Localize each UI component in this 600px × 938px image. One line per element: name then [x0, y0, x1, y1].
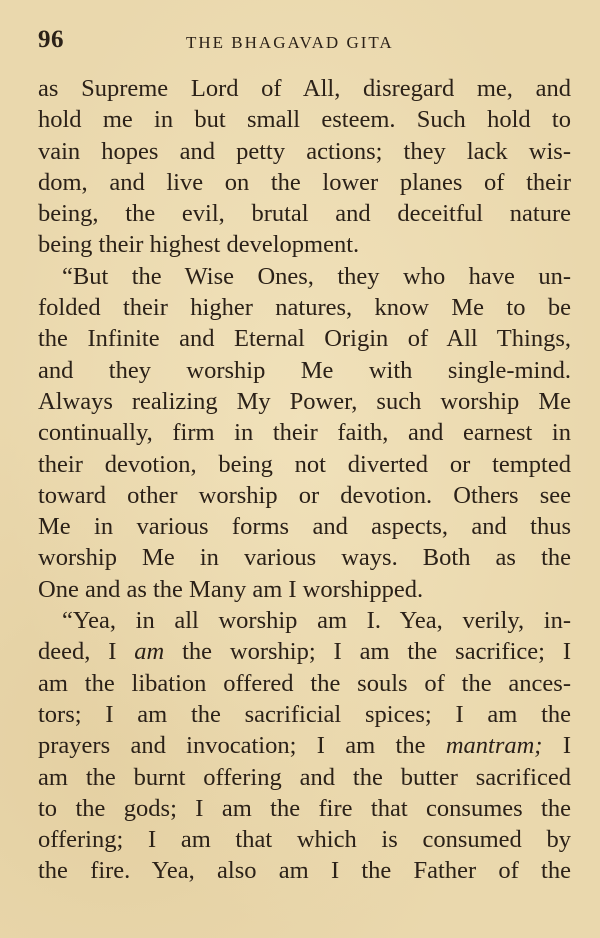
text-line: the Infinite and Eternal Origin of All Things,: [38, 325, 571, 353]
text-line: dom, and live on the lower planes of their: [38, 168, 571, 196]
text-line: offering; I am that which is consumed by: [38, 826, 571, 854]
text-line: “Yea, in all worship am I. Yea, verily, in-: [62, 607, 571, 635]
text-segment: deed, I: [38, 638, 135, 666]
text-line: “But the Wise Ones, they who have un-: [62, 262, 571, 290]
text-line: vain hopes and petty actions; they lack wis-: [38, 137, 571, 165]
text-line: tors; I am the sacrificial spices; I am the: [38, 700, 571, 728]
emphasis-word: mantram;: [445, 732, 543, 760]
text-segment: the worship; I am the sacrifice; I: [164, 638, 571, 666]
text-line: their devotion, being not diverted or tempted: [38, 450, 571, 478]
text-line: am the libation offered the souls of the ances-: [38, 669, 571, 697]
text-line: continually, firm in their faith, and earnest in: [38, 419, 571, 447]
text-line: toward other worship or devotion. Others see: [38, 481, 571, 509]
text-line-with-emphasis: [38, 730, 571, 761]
text-line: being their highest development.: [38, 231, 360, 259]
text-line: Always realizing My Power, such worship Me: [38, 387, 571, 415]
text-segment: prayers and invocation; I am the: [38, 732, 446, 760]
emphasis-word: am: [134, 638, 165, 666]
text-line: to the gods; I am the fire that consumes the: [38, 794, 571, 822]
running-title: THE BHAGAVAD GITA: [186, 33, 394, 52]
page-header: [38, 26, 562, 58]
text-line-with-emphasis: [38, 636, 571, 667]
text-line: hold me in but small esteem. Such hold to: [38, 106, 571, 134]
text-line: am the burnt offering and the butter sacrificed: [38, 763, 571, 791]
text-line: as Supreme Lord of All, disregard me, and: [38, 75, 571, 102]
text-line: folded their higher natures, know Me to be: [38, 294, 571, 322]
text-line: the fire. Yea, also am I the Father of the: [38, 857, 571, 885]
page-number: 96: [38, 26, 64, 53]
text-line: worship Me in various ways. Both as the: [38, 544, 571, 572]
text-line: being, the evil, brutal and deceitful nature: [38, 200, 571, 228]
text-line: and they worship Me with single-mind.: [38, 356, 571, 384]
text-segment: I: [542, 732, 571, 760]
text-line: Me in various forms and aspects, and thus: [38, 513, 571, 541]
text-line: One and as the Many am I worshipped.: [38, 575, 424, 603]
body-text: [38, 73, 571, 887]
